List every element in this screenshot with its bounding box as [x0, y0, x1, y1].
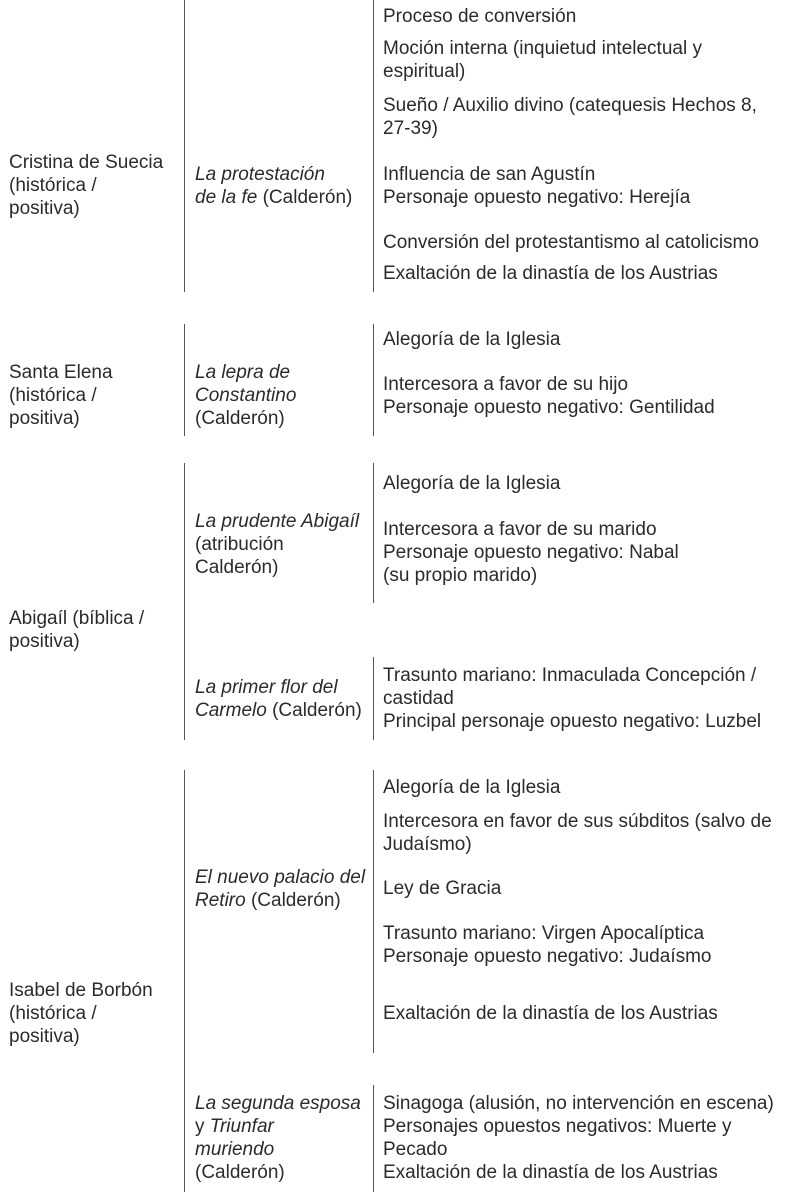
note: Sinagoga (alusión, no intervención en escena) Personajes opuestos negativos: Muerte y Pecado Exaltación de la dinastía de los Austrias: [383, 1093, 774, 1183]
column-divider: [373, 463, 374, 603]
column-divider: [373, 770, 374, 1053]
note: Trasunto mariano: Inmaculada Concepción / castidad Principal personaje opuesto negativo: Luzbel: [383, 665, 762, 732]
note: Alegoría de la Iglesia: [383, 777, 561, 798]
column-divider: [184, 0, 185, 292]
note: Intercesora en favor de sus súbditos (salvo de Judaísmo): [383, 811, 772, 855]
work-title: La protestación de la fe (Calderón): [195, 164, 353, 208]
work-title: La primer flor del Carmelo (Calderón): [195, 677, 362, 721]
character-name: Isabel de Borbón (histórica / positiva): [9, 980, 153, 1047]
column-divider: [184, 770, 185, 1192]
work-title: La segunda esposa y Triunfar muriendo (Calderón): [195, 1093, 361, 1183]
note: Sueño / Auxilio divino (catequesis Hechos 8, 27-39): [383, 95, 757, 139]
work-title: El nuevo palacio del Retiro (Calderón): [195, 867, 366, 911]
column-divider: [184, 324, 185, 436]
note: Proceso de conversión: [383, 6, 577, 27]
note: Exaltación de la dinastía de los Austrias: [383, 1003, 718, 1024]
column-divider: [373, 324, 374, 436]
column-divider: [373, 657, 374, 740]
note: Trasunto mariano: Virgen Apocalíptica Personaje opuesto negativo: Judaísmo: [383, 923, 712, 967]
column-divider: [373, 1085, 374, 1192]
column-divider: [184, 463, 185, 740]
note: Ley de Gracia: [383, 878, 502, 899]
note: Intercesora a favor de su marido Personaje opuesto negativo: Nabal (su propio marido): [383, 519, 679, 586]
note: Exaltación de la dinastía de los Austrias: [383, 263, 718, 284]
work-title: La lepra de Constantino (Calderón): [195, 362, 297, 429]
note: Conversión del protestantismo al catolicismo: [383, 232, 759, 253]
column-divider: [373, 0, 374, 292]
character-name: Santa Elena (histórica / positiva): [9, 362, 113, 429]
note: Intercesora a favor de su hijo Personaje opuesto negativo: Gentilidad: [383, 374, 715, 418]
character-name: Abigaíl (bíblica / positiva): [9, 608, 145, 652]
character-name: Cristina de Suecia (histórica / positiva): [9, 152, 164, 219]
note: Alegoría de la Iglesia: [383, 473, 561, 494]
note: Influencia de san Agustín Personaje opuesto negativo: Herejía: [383, 164, 691, 208]
note: Moción interna (inquietud intelectual y espiritual): [383, 38, 702, 82]
note: Alegoría de la Iglesia: [383, 329, 561, 350]
work-title: La prudente Abigaíl (atribución Calderón): [195, 511, 360, 578]
